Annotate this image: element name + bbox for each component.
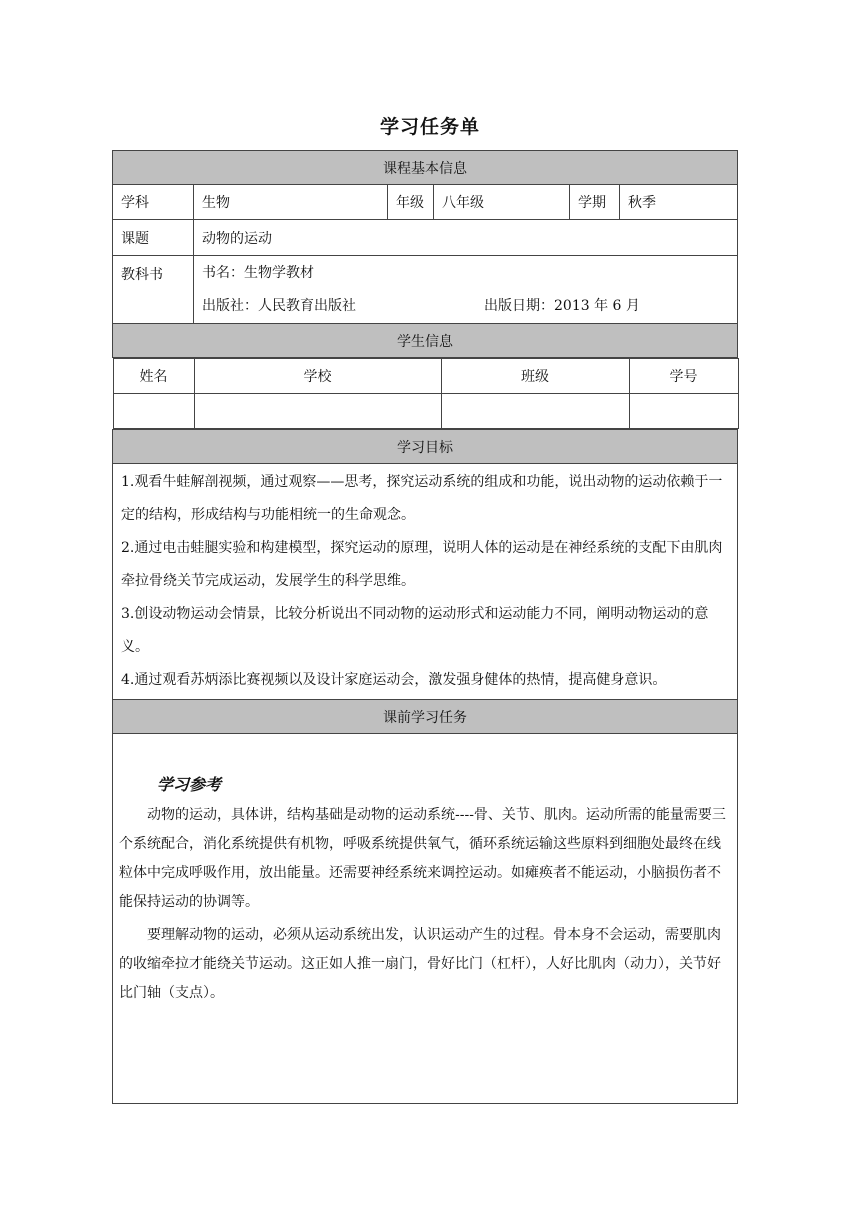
- name-column-header: 姓名: [113, 359, 194, 394]
- publisher-line: [202, 290, 729, 323]
- pre-class-header: 课前学习任务: [113, 700, 738, 734]
- reference-title: 学习参考: [157, 775, 222, 794]
- student-id-column-header: 学号: [629, 359, 738, 394]
- class-field[interactable]: [441, 394, 629, 429]
- topic-value: 动物的运动: [194, 220, 738, 256]
- objectives-header: 学习目标: [113, 430, 738, 464]
- objectives-content: [113, 464, 738, 700]
- school-column-header: 学校: [194, 359, 441, 394]
- term-value: 秋季: [620, 185, 738, 220]
- student-info-grid: [113, 358, 738, 430]
- term-label: 学期: [570, 185, 620, 220]
- publisher: 出版社：人民教育出版社: [202, 297, 356, 314]
- grade-value: 八年级: [434, 185, 570, 220]
- grade-label: 年级: [388, 185, 434, 220]
- textbook-label: 教科书: [113, 256, 194, 324]
- book-name: 书名：生物学教材: [202, 264, 314, 281]
- student-info-table: [113, 358, 739, 429]
- class-column-header: 班级: [441, 359, 629, 394]
- objective-item: 1.观看牛蛙解剖视频，通过观察——思考，探究运动系统的组成和功能，说出动物的运动依赖于一定的结构，形成结构与功能相统一的生命观念。: [121, 474, 723, 523]
- name-field[interactable]: [113, 394, 194, 429]
- pre-class-content: [113, 734, 738, 1104]
- task-sheet-table: [112, 150, 738, 1104]
- page-title: 学习任务单: [379, 116, 480, 138]
- publish-date: 出版日期：2013 年 6 月: [484, 297, 640, 314]
- student-info-header: 学生信息: [113, 324, 738, 358]
- objective-item: 4.通过观看苏炳添比赛视频以及设计家庭运动会，激发强身健体的热情，提高健身意识。: [121, 672, 667, 688]
- objective-item: 3.创设动物运动会情景，比较分析说出不同动物的运动形式和运动能力不同，阐明动物运动的意义。: [121, 606, 709, 655]
- topic-label: 课题: [113, 220, 194, 256]
- school-field[interactable]: [194, 394, 441, 429]
- student-id-field[interactable]: [629, 394, 738, 429]
- reference-paragraph: 要理解动物的运动，必须从运动系统出发，认识运动产生的过程。骨本身不会运动，需要肌肉的收缩牵拉才能绕关节运动。这正如人推一扇门，骨好比门（杠杆），人好比肌肉（动力），关节好比门轴（支点）。: [119, 927, 721, 1001]
- subject-label: 学科: [113, 185, 194, 220]
- course-info-header: 课程基本信息: [113, 151, 738, 185]
- objective-item: 2.通过电击蛙腿实验和构建模型，探究运动的原理，说明人体的运动是在神经系统的支配下由肌肉牵拉骨绕关节完成运动，发展学生的科学思维。: [121, 540, 723, 589]
- textbook-details: [194, 256, 738, 324]
- reference-paragraph: 动物的运动，具体讲，结构基础是动物的运动系统----骨、关节、肌肉。运动所需的能量需要三个系统配合，消化系统提供有机物，呼吸系统提供氧气，循环系统运输这些原料到细胞处最终在线粒体中完成呼吸作用，放出能量。还需要神经系统来调控运动。如瘫痪者不能运动，小脑损伤者不能保持运动的协调等。: [119, 807, 726, 910]
- subject-value: 生物: [194, 185, 388, 220]
